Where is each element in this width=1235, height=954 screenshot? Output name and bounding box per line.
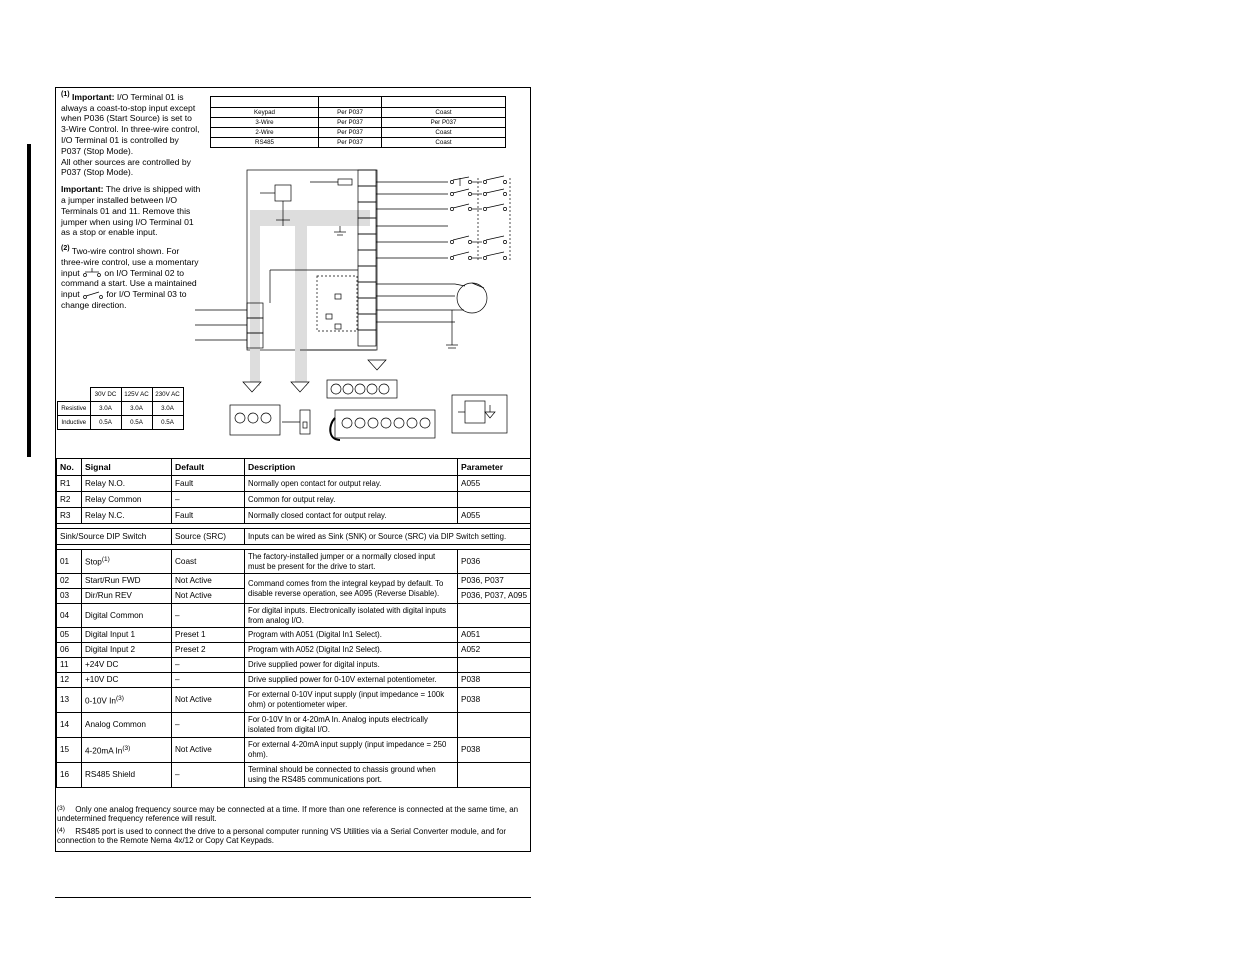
note-1-lead: Important: xyxy=(71,91,115,102)
cell-description: Terminal should be connected to chassis ground when using the RS485 communications port. xyxy=(245,763,458,788)
cell-signal xyxy=(82,673,172,688)
note-1-marker: (1) xyxy=(61,91,70,98)
footnote-text: RS485 port is used to connect the drive to a personal computer running VS Utilities via a Serial Converter module, and for connection to the Remote Nema 4x/12 or Copy Cat Keypads. xyxy=(57,827,507,845)
cell-default: – xyxy=(172,658,245,673)
cell-parameter: A052 xyxy=(458,643,531,658)
table-header-row xyxy=(57,459,531,476)
cell-no: 06 xyxy=(57,643,82,658)
ground-icon xyxy=(446,310,458,348)
note-1-text2: All other sources are controlled by P037 (Stop Mode). xyxy=(61,156,191,178)
footnote-marker: (3) xyxy=(57,805,65,812)
table-cell: 0.5A xyxy=(121,416,152,430)
signal-text: Stop xyxy=(85,557,102,567)
signal-text: 0-10V In xyxy=(85,696,116,706)
table-cell: RS485 xyxy=(211,138,319,148)
col-header-default: Default xyxy=(172,459,245,476)
cell-signal: Relay Common xyxy=(82,492,172,508)
footnote-marker: (4) xyxy=(57,827,65,834)
cell-default: – xyxy=(172,604,245,628)
note-1b xyxy=(61,184,201,238)
table-row xyxy=(57,574,531,589)
footnote-4 xyxy=(57,828,529,845)
table-row xyxy=(57,643,531,658)
table-cell: 0.5A xyxy=(90,416,121,430)
table-cell: 3.0A xyxy=(152,402,183,416)
row-label: Resistive xyxy=(58,402,91,416)
cell-description: The factory-installed jumper or a normally closed input must be present for the drive to start. xyxy=(245,550,458,574)
cell-signal xyxy=(82,688,172,713)
cell-default: Not Active xyxy=(172,589,245,604)
cell-description: Inputs can be wired as Sink (SNK) or Source (SRC) via DIP Switch setting. xyxy=(245,529,531,545)
table-cell: Per P037 xyxy=(319,138,382,148)
cell-parameter: P036 xyxy=(458,550,531,574)
cell-signal xyxy=(82,713,172,738)
table-row xyxy=(57,673,531,688)
cell-no: 01 xyxy=(57,550,82,574)
table-row xyxy=(211,108,506,118)
page-edge-marker xyxy=(27,144,31,457)
note-2 xyxy=(61,244,201,311)
table-header-cell: 125V AC xyxy=(121,388,152,402)
footnote-text: Only one analog frequency source may be connected at a time. If more than one reference is connected at the same time, an undetermined frequency reference will result. xyxy=(57,805,519,823)
cell-description: Program with A051 (Digital In1 Select). xyxy=(245,628,458,643)
col-header-no: No. xyxy=(57,459,82,476)
maintained-switch-icon xyxy=(82,290,104,300)
signal-text: +24V DC xyxy=(85,660,119,669)
cell-signal xyxy=(82,763,172,788)
table-cell: Per P037 xyxy=(319,118,382,128)
note-2-text-a: Two-wire control shown. For three-wire control, use a momentary input xyxy=(61,246,199,278)
cell-no: 03 xyxy=(57,589,82,604)
cell-parameter: A055 xyxy=(458,476,531,492)
momentary-switch-icon xyxy=(82,268,102,278)
table-cell: 3.0A xyxy=(90,402,121,416)
cell-no: 15 xyxy=(57,738,82,763)
cell-description: Normally open contact for output relay. xyxy=(245,476,458,492)
cell-signal xyxy=(82,643,172,658)
table-row xyxy=(57,713,531,738)
footnote-ref: (3) xyxy=(122,744,131,752)
note-2-marker: (2) xyxy=(61,245,70,253)
cell-signal xyxy=(82,658,172,673)
table-cell: Per P037 xyxy=(319,128,382,138)
col-header-description: Description xyxy=(245,459,458,476)
footnote-ref: (3) xyxy=(115,694,124,702)
cell-default: – xyxy=(172,673,245,688)
stop-header-cell xyxy=(211,97,319,108)
rs485-connector-detail xyxy=(452,395,507,433)
cell-default: – xyxy=(172,763,245,788)
cell-default: Source (SRC) xyxy=(172,529,245,545)
signal-text: RS485 Shield xyxy=(85,770,136,779)
table-row xyxy=(57,763,531,788)
stop-header-cell xyxy=(319,97,382,108)
table-row xyxy=(58,402,184,416)
note-2-text-b: on I/O Terminal 02 to command a start. Use a maintained input xyxy=(61,267,197,300)
relay-rating-table xyxy=(57,387,184,430)
cell-no: R2 xyxy=(57,492,82,508)
cell-signal: Relay N.C. xyxy=(82,508,172,524)
table-cell: Coast xyxy=(382,128,506,138)
table-row xyxy=(211,118,506,128)
cell-no: R3 xyxy=(57,508,82,524)
table-row xyxy=(211,138,506,148)
row-label: Inductive xyxy=(58,416,91,430)
cell-description: Drive supplied power for digital inputs. xyxy=(245,658,458,673)
cell-parameter: A051 xyxy=(458,628,531,643)
cell-parameter xyxy=(458,658,531,673)
cell-no: 11 xyxy=(57,658,82,673)
cell-parameter xyxy=(458,713,531,738)
cell-default: Fault xyxy=(172,508,245,524)
cell-signal: Dir/Run REV xyxy=(82,589,172,604)
cell-parameter: A055 xyxy=(458,508,531,524)
signal-text: Digital Common xyxy=(85,610,144,620)
drive-outline xyxy=(247,170,377,350)
table-row xyxy=(57,550,531,574)
note-1b-text: The drive is shipped with a jumper installed between I/O Terminals 01 and 11. Remove this jumper when using I/O Terminal 01 as a stop or enable input. xyxy=(61,184,201,238)
cell-parameter xyxy=(458,763,531,788)
cell-description: For external 0-10V input supply (input impedance = 100k ohm) or potentiometer wiper. xyxy=(245,688,458,713)
table-cell: Coast xyxy=(382,108,506,118)
terminal-table xyxy=(56,458,531,788)
cell-parameter: P038 xyxy=(458,688,531,713)
table-cell: 2-Wire xyxy=(211,128,319,138)
cell-description: Program with A052 (Digital In2 Select). xyxy=(245,643,458,658)
table-row xyxy=(57,738,531,763)
col-header-parameter: Parameter xyxy=(458,459,531,476)
cell-no: 16 xyxy=(57,763,82,788)
cell-no: 12 xyxy=(57,673,82,688)
cell-description: Drive supplied power for 0-10V external potentiometer. xyxy=(245,673,458,688)
cell-parameter: P038 xyxy=(458,738,531,763)
signal-text: +10V DC xyxy=(85,675,119,684)
cell-default: Preset 1 xyxy=(172,628,245,643)
cell-default: – xyxy=(172,713,245,738)
cell-no: 13 xyxy=(57,688,82,713)
relay-header-row xyxy=(58,388,184,402)
cell-description: For digital inputs. Electronically isolated with digital inputs from analog I/O. xyxy=(245,604,458,628)
cell-signal: Relay N.O. xyxy=(82,476,172,492)
note-2-text-c: for I/O Terminal 03 to change direction. xyxy=(61,289,187,311)
table-cell: Keypad xyxy=(211,108,319,118)
cell-signal xyxy=(82,550,172,574)
cell-parameter: P038 xyxy=(458,673,531,688)
cell-parameter: P036, P037 xyxy=(458,574,531,589)
stop-table-header xyxy=(211,97,506,108)
cell-default: Not Active xyxy=(172,688,245,713)
cell-no: 04 xyxy=(57,604,82,628)
table-row xyxy=(57,476,531,492)
table-cell: Per P037 xyxy=(319,108,382,118)
cell-signal xyxy=(82,604,172,628)
table-row xyxy=(57,628,531,643)
cell-default: Not Active xyxy=(172,574,245,589)
table-header-cell: 30V DC xyxy=(90,388,121,402)
table-cell: Per P037 xyxy=(382,118,506,128)
stop-mode-table xyxy=(210,96,506,148)
table-cell: 0.5A xyxy=(152,416,183,430)
table-cell: 3.0A xyxy=(121,402,152,416)
table-row xyxy=(211,128,506,138)
table-row xyxy=(57,604,531,628)
table-row xyxy=(57,508,531,524)
note-1b-lead: Important: xyxy=(61,184,104,195)
cell-no: 05 xyxy=(57,628,82,643)
cell-default: Preset 2 xyxy=(172,643,245,658)
cell-default: Coast xyxy=(172,550,245,574)
signal-text: Analog Common xyxy=(85,720,146,729)
cell-description: For external 4-20mA input supply (input impedance = 250 ohm). xyxy=(245,738,458,763)
note-1-text: I/O Terminal 01 is always a coast-to-stop input except when P036 (Start Source) is set to 3-Wire Control. In three-wire control, I/O Terminal 01 is controlled by P037 (Stop Mode). xyxy=(61,91,200,156)
table-row xyxy=(57,529,531,545)
signal-text: 4-20mA In xyxy=(85,746,123,756)
io-connector-detail xyxy=(327,380,435,440)
potentiometer-icon xyxy=(455,283,487,313)
signal-text: Digital Input 2 xyxy=(85,645,136,654)
footnote-3 xyxy=(57,806,529,823)
footnote-ref: (1) xyxy=(101,556,110,564)
table-row xyxy=(57,688,531,713)
table-cell: Coast xyxy=(382,138,506,148)
relay-connector-detail xyxy=(230,405,280,435)
cell-default: Not Active xyxy=(172,738,245,763)
stop-header-cell xyxy=(382,97,506,108)
cell-parameter xyxy=(458,604,531,628)
table-row xyxy=(57,658,531,673)
cell-signal: Start/Run FWD xyxy=(82,574,172,589)
table-cell xyxy=(58,388,91,402)
cell-description: Common for output relay. xyxy=(245,492,458,508)
cell-signal xyxy=(82,628,172,643)
cell-no: 14 xyxy=(57,713,82,738)
footer-rule xyxy=(55,897,531,898)
cell-default: Fault xyxy=(172,476,245,492)
terminal-block xyxy=(358,170,376,346)
note-1 xyxy=(61,90,201,178)
table-cell: 3-Wire xyxy=(211,118,319,128)
notes-column xyxy=(61,90,201,317)
table-row xyxy=(57,492,531,508)
cell-signal xyxy=(82,738,172,763)
cell-description: Command comes from the integral keypad by default. To disable reverse operation, see A095 (Reverse Disable). xyxy=(245,574,458,604)
cell-no: 02 xyxy=(57,574,82,589)
cell-description: Normally closed contact for output relay. xyxy=(245,508,458,524)
cell-signal: Sink/Source DIP Switch xyxy=(57,529,172,545)
cell-parameter xyxy=(458,492,531,508)
cell-default: – xyxy=(172,492,245,508)
table-row xyxy=(58,416,184,430)
cell-description: For 0-10V In or 4-20mA In. Analog inputs electrically isolated from digital I/O. xyxy=(245,713,458,738)
wiring-diagram xyxy=(190,160,530,445)
col-header-signal: Signal xyxy=(82,459,172,476)
table-header-cell: 230V AC xyxy=(152,388,183,402)
cell-no: R1 xyxy=(57,476,82,492)
cell-parameter: P036, P037, A095 xyxy=(458,589,531,604)
signal-text: Digital Input 1 xyxy=(85,630,136,639)
switch-icons xyxy=(450,176,510,260)
